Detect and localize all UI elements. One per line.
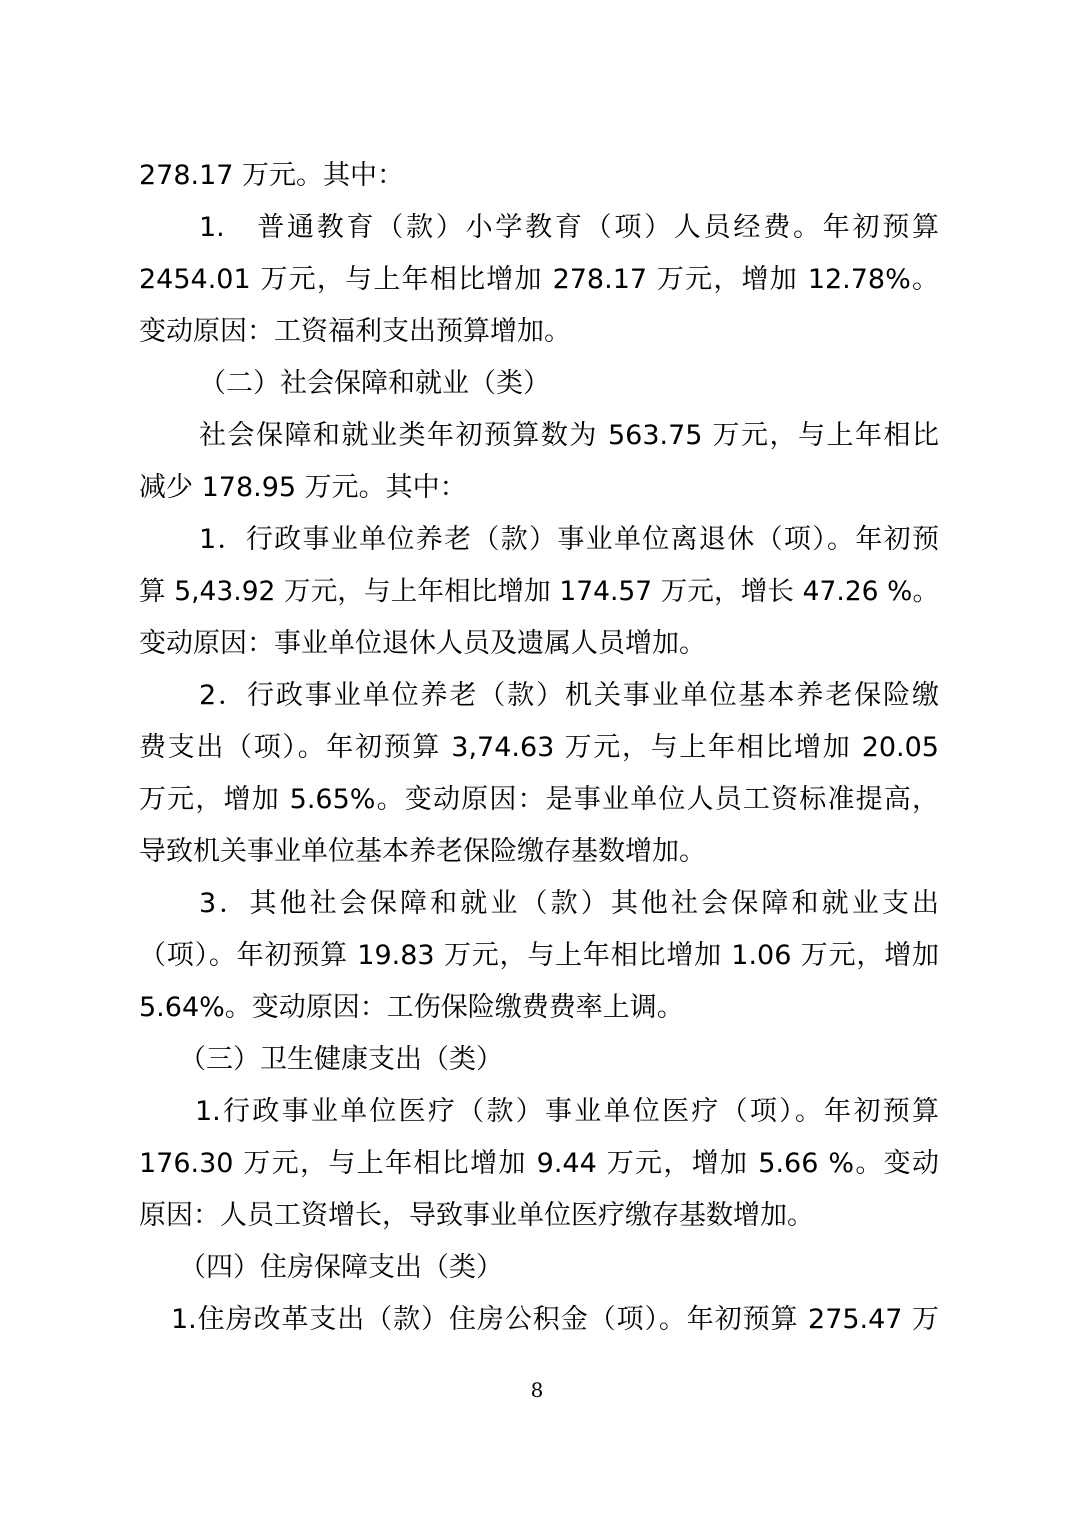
text-line: 费支出（项）。年初预算 3,74.63 万元，与上年相比增加 20.05 bbox=[139, 732, 939, 763]
text-line: 1．行政事业单位养老（款）事业单位离退休（项）。年初预 bbox=[199, 524, 939, 555]
body-text bbox=[139, 150, 939, 1346]
text-line: 176.30 万元，与上年相比增加 9.44 万元，增加 5.66 %。变动 bbox=[139, 1148, 939, 1179]
text-line: 减少 178.95 万元。其中： bbox=[139, 472, 467, 503]
text-line: 1. 普通教育（款）小学教育（项）人员经费。年初预算 bbox=[199, 212, 939, 243]
text-line: 2454.01 万元，与上年相比增加 278.17 万元，增加 12.78%。 bbox=[139, 264, 939, 295]
text-line: 算 5,43.92 万元，与上年相比增加 174.57 万元，增长 47.26 %。 bbox=[139, 576, 939, 607]
text-line: 社会保障和就业类年初预算数为 563.75 万元，与上年相比 bbox=[199, 420, 939, 451]
text-line: 变动原因：工资福利支出预算增加。 bbox=[139, 316, 571, 347]
page-number: 8 bbox=[530, 1378, 544, 1402]
text-line: （项）。年初预算 19.83 万元，与上年相比增加 1.06 万元，增加 bbox=[139, 940, 939, 971]
text-line: 5.64%。变动原因：工伤保险缴费费率上调。 bbox=[139, 992, 684, 1023]
text-line: 导致机关事业单位基本养老保险缴存基数增加。 bbox=[139, 836, 706, 867]
text-line: （三）卫生健康支出（类） bbox=[179, 1044, 503, 1075]
text-line: 1.住房改革支出（款）住房公积金（项）。年初预算 275.47 万 bbox=[171, 1304, 939, 1335]
text-line: （四）住房保障支出（类） bbox=[179, 1252, 503, 1283]
text-line: 原因：人员工资增长，导致事业单位医疗缴存基数增加。 bbox=[139, 1200, 814, 1231]
text-line: 万元，增加 5.65%。变动原因：是事业单位人员工资标准提高， bbox=[139, 784, 939, 815]
text-line: 变动原因：事业单位退休人员及遗属人员增加。 bbox=[139, 628, 706, 659]
text-line: 3．其他社会保障和就业（款）其他社会保障和就业支出 bbox=[199, 888, 939, 919]
text-line: （二）社会保障和就业（类） bbox=[199, 368, 550, 399]
text-line: 278.17 万元。其中： bbox=[139, 160, 405, 191]
text-line: 2．行政事业单位养老（款）机关事业单位基本养老保险缴 bbox=[199, 680, 939, 711]
text-line: 1.行政事业单位医疗（款）事业单位医疗（项）。年初预算 bbox=[195, 1096, 939, 1127]
